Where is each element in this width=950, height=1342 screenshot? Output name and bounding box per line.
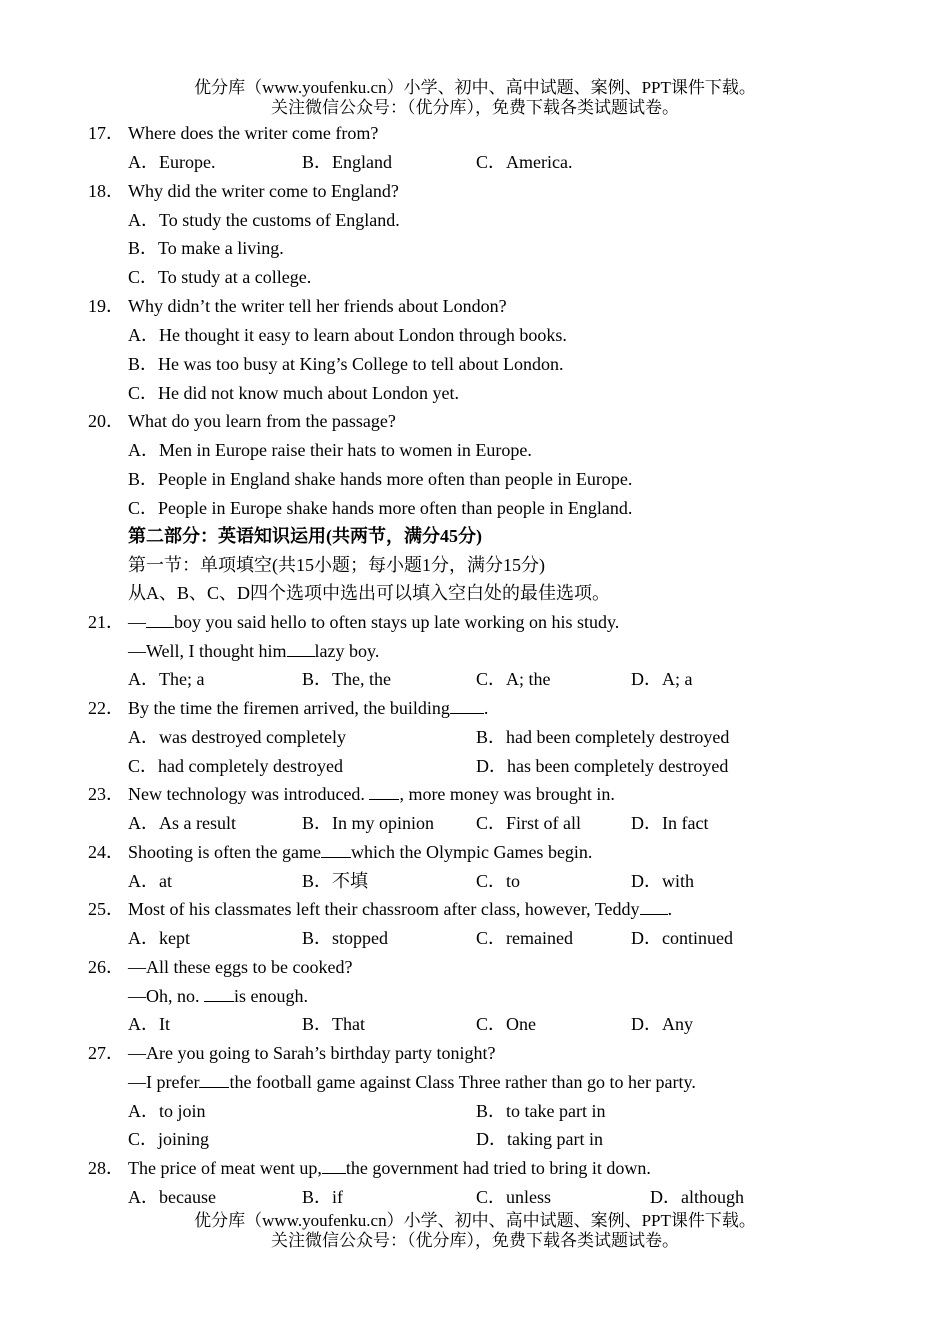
option-a: A．Europe. — [128, 152, 216, 172]
option-c: C．People in Europe shake hands more often than people in England. — [128, 498, 633, 518]
option-c: C．unless — [476, 1187, 552, 1207]
option-a: A．was destroyed completely — [128, 727, 346, 747]
option-c: C．remained — [476, 928, 573, 948]
option-c: C．to — [476, 871, 521, 891]
question-stem: What do you learn from the passage? — [128, 411, 396, 431]
option-a: A．It — [128, 1014, 170, 1034]
option-a: A．To study the customs of England. — [128, 210, 400, 230]
answer-blank — [322, 1157, 346, 1174]
question-number: 20． — [88, 411, 124, 431]
question-number: 22． — [88, 698, 124, 718]
option-b: B．To make a living. — [128, 238, 284, 258]
option-b: B．不填 — [302, 871, 369, 891]
option-c: C．First of all — [476, 813, 582, 833]
section-title: 第一节：单项填空(共15小题；每小题1分，满分15分) — [128, 555, 545, 575]
option-b: B．The, the — [302, 669, 391, 689]
option-a: A．because — [128, 1187, 216, 1207]
question-number: 17． — [88, 123, 124, 143]
question-stem: Where does the writer come from? — [128, 123, 379, 143]
question-stem: Why didn’t the writer tell her friends about London? — [128, 296, 507, 316]
answer-blank — [199, 1071, 229, 1088]
page-footer-line2: 关注微信公众号：（优分库），免费下载各类试题试卷。 — [271, 1231, 679, 1250]
question-stem: — boy you said hello to often stays up late working on his study. — [128, 612, 620, 632]
question-number: 28． — [88, 1158, 124, 1178]
question-stem: The price of meat went up, the government had tried to bring it down. — [128, 1158, 651, 1178]
question-number: 25． — [88, 899, 124, 919]
question-stem: —Are you going to Sarah’s birthday party tonight? — [128, 1043, 496, 1063]
question-number: 18． — [88, 181, 124, 201]
answer-blank — [321, 841, 351, 858]
option-a: A．kept — [128, 928, 190, 948]
answer-blank — [450, 697, 484, 714]
question-stem: Why did the writer come to England? — [128, 181, 399, 201]
option-a: A．He thought it easy to learn about London through books. — [128, 325, 567, 345]
page-footer-line1: 优分库（www.youfenku.cn）小学、初中、高中试题、案例、PPT课件下载。 — [194, 1211, 756, 1230]
question-stem: Most of his classmates left their chassroom after class, however, Teddy . — [128, 899, 673, 919]
question-number: 27． — [88, 1043, 124, 1063]
question-number: 23． — [88, 784, 124, 804]
option-a: A．to join — [128, 1101, 206, 1121]
question-number: 19． — [88, 296, 124, 316]
option-d: D．taking part in — [476, 1129, 603, 1149]
option-c: C．had completely destroyed — [128, 756, 343, 776]
option-c: C．America. — [476, 152, 573, 172]
question-number: 21． — [88, 612, 124, 632]
option-b: B．if — [302, 1187, 344, 1207]
option-d: D．although — [650, 1187, 744, 1207]
question-stem: —All these eggs to be cooked? — [128, 957, 353, 977]
question-stem-line2: —Oh, no. is enough. — [128, 986, 308, 1006]
answer-blank — [146, 611, 174, 628]
option-a: A．Men in Europe raise their hats to women in Europe. — [128, 440, 532, 460]
option-b: B．He was too busy at King’s College to tell about London. — [128, 354, 564, 374]
page-header-line2: 关注微信公众号：（优分库），免费下载各类试题试卷。 — [271, 98, 679, 117]
option-d: D．A; a — [631, 669, 693, 689]
question-stem: New technology was introduced. , more money was brought in. — [128, 784, 615, 804]
option-c: C．One — [476, 1014, 536, 1034]
option-a: A．As a result — [128, 813, 236, 833]
question-stem: Shooting is often the game which the Olympic Games begin. — [128, 842, 593, 862]
option-d: D．In fact — [631, 813, 709, 833]
option-b: B．That — [302, 1014, 365, 1034]
part-title: 第二部分：英语知识运用(共两节，满分45分) — [128, 526, 482, 546]
answer-blank — [204, 985, 234, 1002]
option-b: B．England — [302, 152, 392, 172]
page-header-line1: 优分库（www.youfenku.cn）小学、初中、高中试题、案例、PPT课件下载。 — [194, 78, 756, 97]
option-d: D．has been completely destroyed — [476, 756, 729, 776]
question-stem: By the time the firemen arrived, the building . — [128, 698, 489, 718]
answer-blank — [640, 898, 668, 915]
option-b: B．to take part in — [476, 1101, 606, 1121]
option-a: A．The; a — [128, 669, 205, 689]
option-d: D．with — [631, 871, 694, 891]
section-instruction: 从A、B、C、D四个选项中选出可以填入空白处的最佳选项。 — [128, 583, 611, 603]
option-b: B．People in England shake hands more often than people in Europe. — [128, 469, 633, 489]
option-c: C．A; the — [476, 669, 551, 689]
option-c: C．To study at a college. — [128, 267, 312, 287]
option-c: C．He did not know much about London yet. — [128, 383, 459, 403]
answer-blank — [287, 640, 315, 657]
question-number: 26． — [88, 957, 124, 977]
option-c: C．joining — [128, 1129, 210, 1149]
option-b: B．had been completely destroyed — [476, 727, 730, 747]
option-d: D．continued — [631, 928, 733, 948]
option-a: A．at — [128, 871, 172, 891]
question-stem-line2: —I prefer the football game against Class Three rather than go to her party. — [128, 1072, 696, 1092]
answer-blank — [369, 783, 399, 800]
option-b: B．stopped — [302, 928, 389, 948]
option-b: B．In my opinion — [302, 813, 435, 833]
option-d: D．Any — [631, 1014, 693, 1034]
question-stem-line2: —Well, I thought him lazy boy. — [128, 641, 380, 661]
question-number: 24． — [88, 842, 124, 862]
